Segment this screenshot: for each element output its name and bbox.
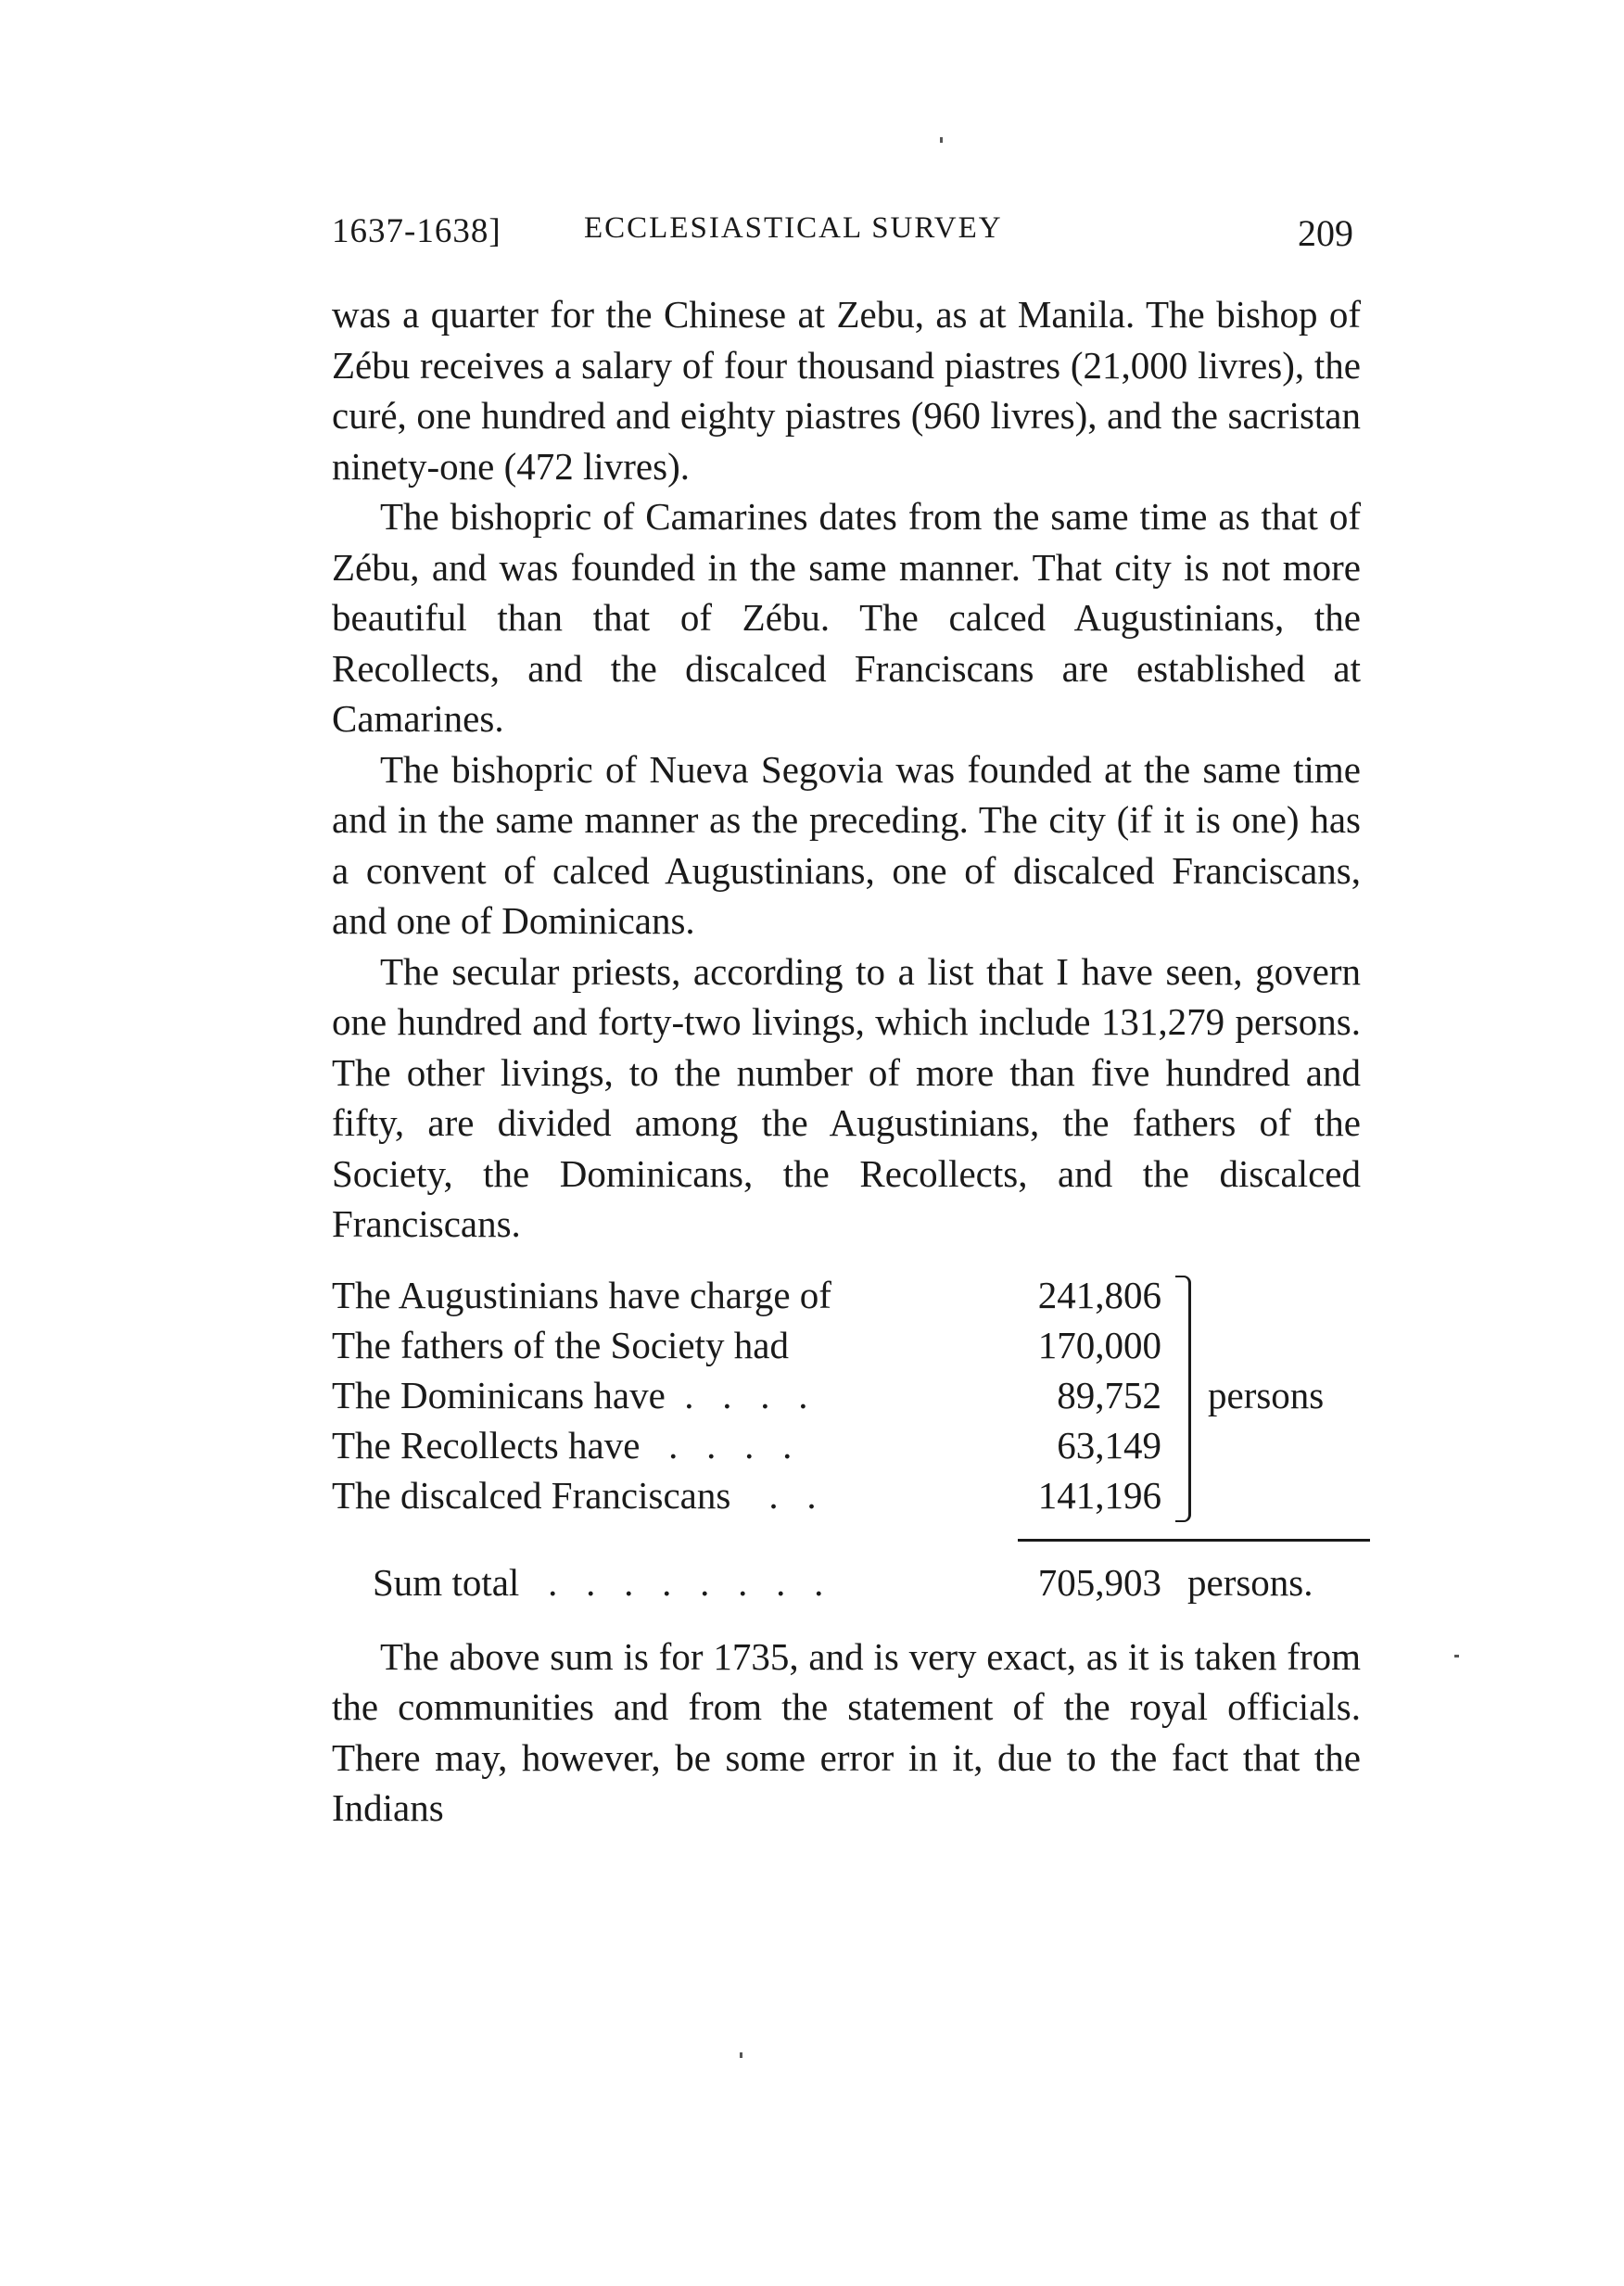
population-tally (332, 1270, 1361, 1609)
paragraph: The above sum is for 1735, and is very exact, as it is taken from the communities and from the statement of the royal officials. There may, however, be some error in it, due to the fact that the Indians (332, 1634, 1361, 1829)
running-head-title: ECCLESIASTICAL SURVEY (584, 211, 1003, 245)
tally-value: 141,196 (1037, 1473, 1161, 1517)
tally-label: The Dominicans have . . . . (332, 1373, 808, 1416)
tally-value: 241,806 (1037, 1273, 1161, 1316)
paragraph: The bishopric of Camarines dates from the same time as that of Zébu, and was founded in the same manner. That city is not more beautiful than that of Zébu. The calced Augustinians, the Recollects, and the discalced Franciscans are established at Camarines. (332, 495, 1361, 740)
ink-speck (1454, 1655, 1459, 1657)
page-number: 209 (1298, 212, 1353, 254)
brace-label: persons (1208, 1373, 1325, 1416)
tally-row (332, 1420, 1361, 1470)
tally-value: 63,149 (1057, 1423, 1161, 1467)
sum-value: 705,903 (1037, 1560, 1161, 1604)
tally-row (332, 1320, 1361, 1370)
ink-speck (740, 2052, 742, 2058)
tally-label: The fathers of the Society had (332, 1323, 789, 1366)
running-head (332, 211, 1361, 267)
body-text (332, 289, 1361, 1250)
tally-label: The Recollects have . . . . (332, 1423, 793, 1467)
right-brace (1175, 1276, 1191, 1522)
sum-unit: persons. (1187, 1560, 1313, 1604)
paragraph: was a quarter for the Chinese at Zebu, as at Manila. The bishop of Zébu receives a salary of four thousand piastres (21,000 livres), the curé, one hundred and eighty piastres (960 livres), and the sacristan ninety-one (472 livres). (332, 293, 1361, 488)
book-page (332, 211, 1361, 1834)
paragraph: The bishopric of Nueva Segovia was founded at the same time and in the same manner as the preceding. The city (if it is one) has a convent of calced Augustinians, one of discalced Franciscans, and one of Dominicans. (332, 747, 1361, 942)
tally-row (332, 1470, 1361, 1520)
sum-row (332, 1557, 1361, 1609)
tally-value: 170,000 (1037, 1323, 1161, 1366)
running-head-dates: 1637-1638] (332, 212, 501, 250)
tally-value: 89,752 (1057, 1373, 1161, 1416)
paragraph: The secular priests, according to a list that I have seen, govern one hundred and forty-two livings, which include 131,279 persons. The other livings, to the number of more than five hundred and fifty, are divided among the Augustinians, the fathers of the Society, the Dominicans, the Recollects, and the discalced Franciscans. (332, 949, 1361, 1245)
tally-label: The Augustinians have charge of (332, 1273, 831, 1316)
sum-rule (1018, 1539, 1370, 1542)
tally-label: The discalced Franciscans . . (332, 1473, 817, 1517)
ink-speck (940, 137, 943, 143)
tally-row (332, 1370, 1361, 1420)
tally-row (332, 1270, 1361, 1320)
body-text-continued (332, 1632, 1361, 1834)
sum-label: Sum total . . . . . . . . (373, 1560, 824, 1604)
